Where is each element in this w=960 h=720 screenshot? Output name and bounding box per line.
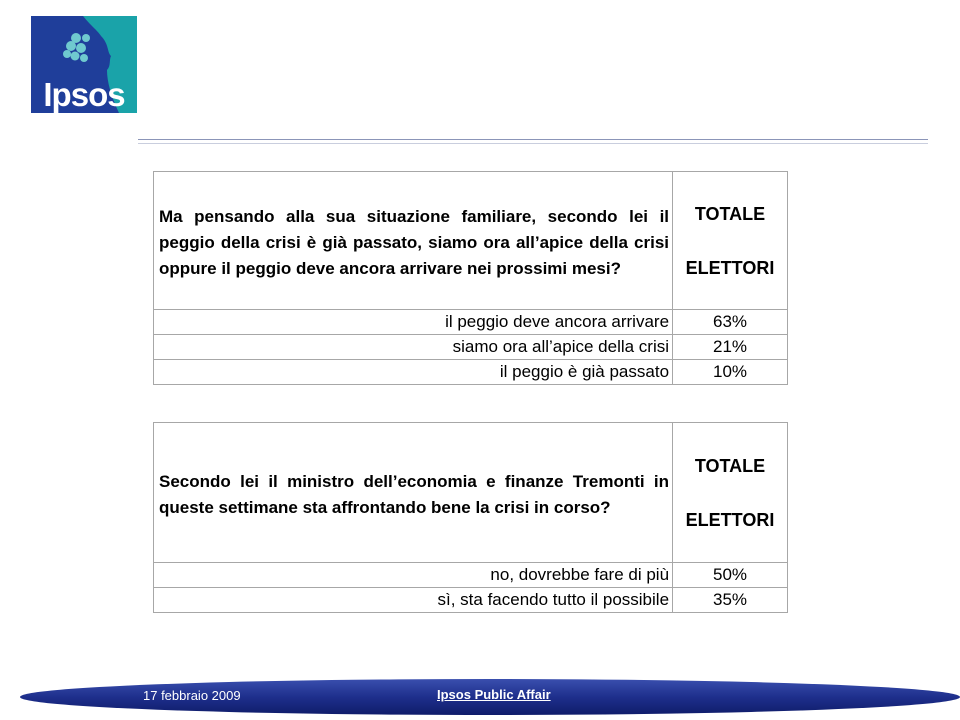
answer-label: il peggio è già passato — [154, 360, 673, 385]
answer-value: 10% — [673, 360, 788, 385]
answer-label: no, dovrebbe fare di più — [154, 563, 673, 588]
answer-value: 35% — [673, 588, 788, 613]
table-row — [154, 360, 788, 385]
table-row — [154, 588, 788, 613]
total-header-line1: TOTALE — [694, 455, 766, 476]
answer-value: 21% — [673, 335, 788, 360]
survey-table-crisis-peak — [153, 171, 788, 385]
ipsos-logo — [31, 16, 137, 113]
question-cell — [154, 172, 673, 310]
table-row — [154, 310, 788, 335]
table-row — [154, 335, 788, 360]
survey-table-tremonti — [153, 422, 788, 613]
total-header-line2: ELETTORI — [685, 257, 775, 278]
footer-bar — [0, 678, 960, 716]
question-cell — [154, 423, 673, 563]
answer-value: 50% — [673, 563, 788, 588]
question-text: Secondo lei il ministro dell’economia e finanze Tremonti in queste settimane sta affrontando bene la crisi in corso? — [159, 471, 670, 517]
footer-date: 17 febbraio 2009 — [143, 688, 241, 703]
total-header-line2: ELETTORI — [685, 509, 775, 530]
total-header-line1: TOTALE — [694, 203, 766, 224]
question-text: Ma pensando alla sua situazione familiare, secondo lei il peggio della crisi è già passato, siamo ora all’apice della crisi oppure il peggio deve ancora arrivare nei prossimi mesi? — [159, 206, 670, 278]
table-row — [154, 563, 788, 588]
table-header-row — [154, 423, 788, 563]
footer-brand-link[interactable]: Ipsos Public Affair — [437, 687, 551, 702]
logo-text: Ipsos — [43, 76, 125, 113]
answer-label: il peggio deve ancora arrivare — [154, 310, 673, 335]
answer-value: 63% — [673, 310, 788, 335]
answer-label: sì, sta facendo tutto il possibile — [154, 588, 673, 613]
total-header-cell — [673, 423, 788, 563]
total-header-cell — [673, 172, 788, 310]
answer-label: siamo ora all’apice della crisi — [154, 335, 673, 360]
header-divider — [138, 139, 928, 144]
table-header-row — [154, 172, 788, 310]
